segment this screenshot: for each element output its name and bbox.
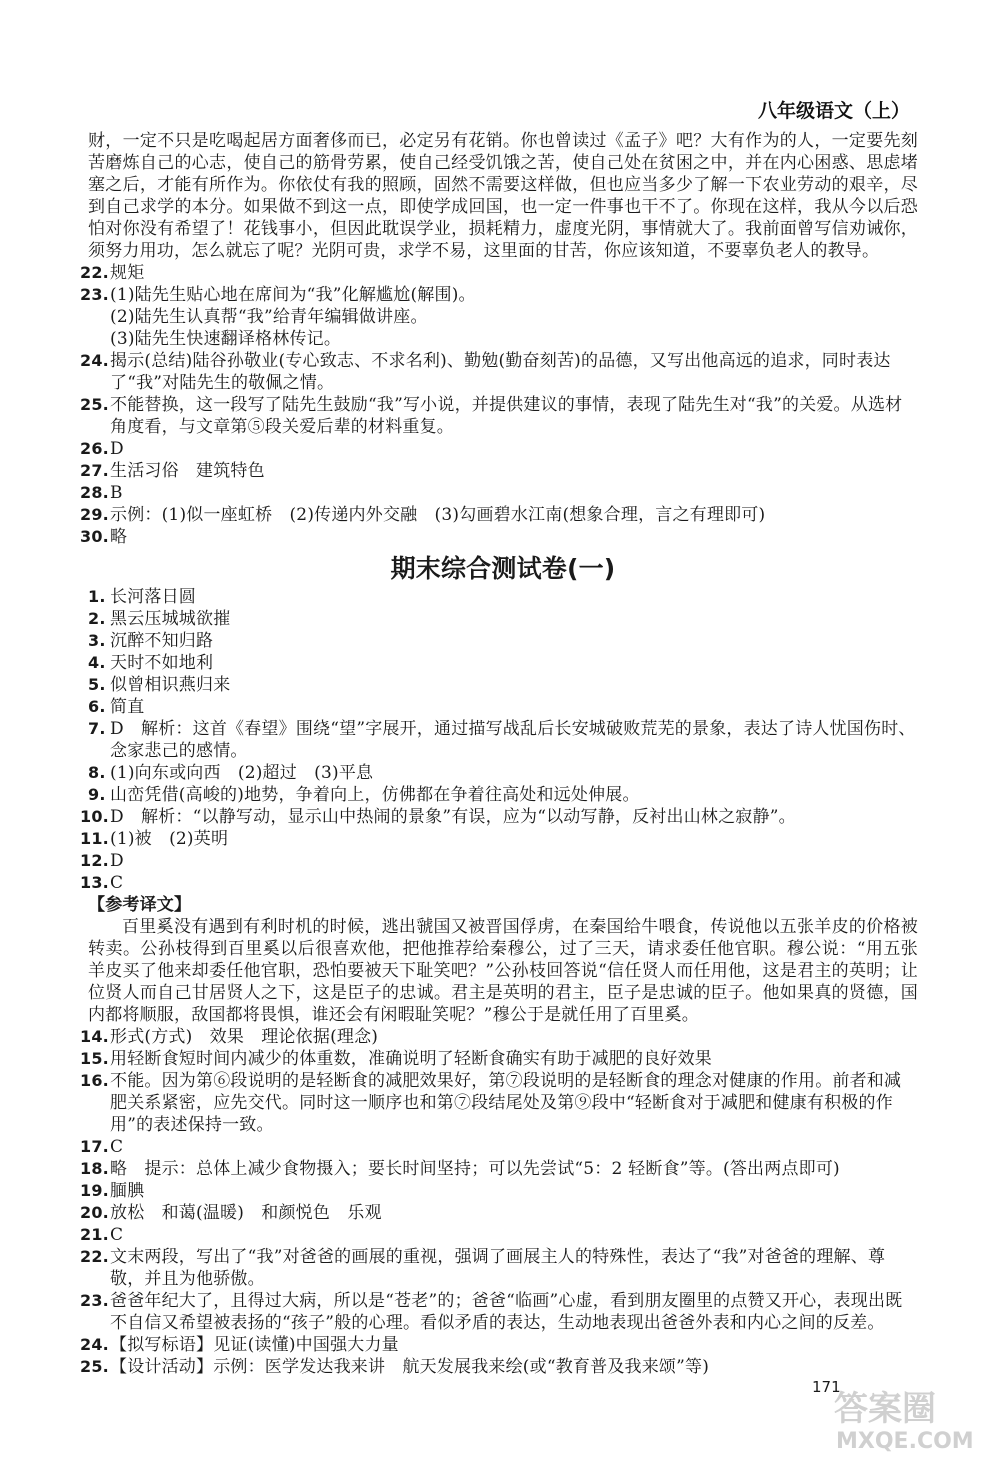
answer-item <box>80 872 918 894</box>
answer-text: 【设计活动】示例：医学发达我来讲 航天发展我来绘(或“教育普及我来颂”等) <box>110 1357 710 1377</box>
answer-text: C <box>110 1225 124 1245</box>
answer-item <box>88 718 918 762</box>
answers-part-1 <box>80 262 918 548</box>
answer-text: (2)陆先生认真帮“我”给青年编辑做讲座。 <box>110 307 428 327</box>
answer-number: 8. <box>88 763 106 782</box>
answer-text: 不能。因为第⑥段说明的是轻断食的减肥效果好，第⑦段说明的是轻断食的理念对健康的作用。前者和减肥关系紧密，应先交代。同时这一顺序也和第⑦段结尾处及第⑨段中“轻断食对于减肥和健康有积极的作用”的表述保持一致。 <box>110 1071 902 1135</box>
answer-item <box>80 1202 918 1224</box>
answer-text: C <box>110 873 124 893</box>
watermark-logo <box>830 1380 990 1455</box>
answer-number: 23. <box>80 285 109 304</box>
answer-number: 13. <box>80 873 109 892</box>
answer-item <box>80 1180 918 1202</box>
answer-number: 25. <box>80 1357 109 1376</box>
page-header <box>758 96 910 123</box>
answer-text: 简直 <box>110 697 145 717</box>
translation-label: 【参考译文】 <box>88 895 192 915</box>
watermark-line2: MXQE.COM <box>836 1429 974 1454</box>
answer-item <box>80 1290 918 1334</box>
answer-item <box>88 762 918 784</box>
answer-text: 天时不如地利 <box>110 653 214 673</box>
answer-content <box>80 130 918 1378</box>
answer-text: 【拟写标语】见证(读懂)中国强大力量 <box>110 1335 399 1355</box>
answer-number: 18. <box>80 1159 109 1178</box>
answer-item <box>80 482 918 504</box>
watermark-line1: 答案圈 <box>834 1389 936 1429</box>
answer-item <box>88 586 918 608</box>
answer-number: 17. <box>80 1137 109 1156</box>
answer-text: 形式(方式) 效果 理论依据(理念) <box>110 1027 379 1047</box>
answer-number: 22. <box>80 1247 109 1266</box>
answer-text: 放松 和蔼(温暖) 和颜悦色 乐观 <box>110 1203 382 1223</box>
answer-text: 文末两段，写出了“我”对爸爸的画展的重视，强调了画展主人的特殊性，表达了“我”对爸爸的理解、尊敬，并且为他骄傲。 <box>110 1247 886 1289</box>
answer-item <box>80 1070 918 1136</box>
answer-number: 12. <box>80 851 109 870</box>
answer-number: 7. <box>88 719 106 738</box>
answer-text: B <box>110 483 123 503</box>
answer-number: 11. <box>80 829 109 848</box>
answer-text: 生活习俗 建筑特色 <box>110 461 265 481</box>
answer-text: 山峦凭借(高峻的)地势，争着向上，仿佛都在争着往高处和远处伸展。 <box>110 785 640 805</box>
exam-title: 期末综合测试卷(一) <box>390 554 616 583</box>
answer-text: 爸爸年纪大了，且得过大病，所以是“苍老”的；爸爸“临画”心虚，看到朋友圈里的点赞又开心，表现出既不自信又希望被表扬的“孩子”般的心理。看似矛盾的表达，生动地表现出爸爸外表和内心之间的反差。 <box>110 1291 903 1333</box>
answer-number: 22. <box>80 263 109 282</box>
answers-part-3 <box>80 1026 918 1378</box>
answer-text: (1)被 (2)英明 <box>110 829 229 849</box>
answer-item <box>80 350 918 394</box>
answer-number: 5. <box>88 675 106 694</box>
answer-text: 黑云压城城欲摧 <box>110 609 231 629</box>
answer-number: 15. <box>80 1049 109 1068</box>
answer-text: 沉醉不知归路 <box>110 631 214 651</box>
answer-item <box>80 460 918 482</box>
answer-text: 腼腆 <box>110 1181 145 1201</box>
header-title: 八年级语文（上） <box>757 100 910 122</box>
answer-number: 14. <box>80 1027 109 1046</box>
answer-text: 示例：(1)似一座虹桥 (2)传递内外交融 (3)勾画碧水江南(想象合理，言之有理即可) <box>110 505 766 525</box>
answer-item <box>80 262 918 284</box>
answer-text: D 解析：这首《春望》围绕“望”字展开，通过描写战乱后长安城破败荒芜的景象，表达了诗人忧国伤时、念家悲己的感情。 <box>110 719 916 761</box>
answer-item <box>80 504 918 526</box>
translation-text: 百里奚没有遇到有利时机的时候，逃出虢国又被晋国俘虏，在秦国给牛喂食，传说他以五张羊皮的价格被转卖。公孙枝得到百里奚以后很喜欢他，把他推荐给秦穆公，过了三天，请求委任他官职。穆公说：“用五张羊皮买了他来却委任他官职，恐怕要被天下耻笑吧？”公孙枝回答说“信任贤人而任用他，这是君主的英明；让位贤人而自己甘居贤人之下，这是臣子的忠诚。君主是英明的君主，臣子是忠诚的臣子。他如果真的贤德，国内都将顺服，敌国都将畏惧，谁还会有闲暇耻笑呢？”穆公于是就任用了百里奚。 <box>88 917 918 1025</box>
answer-text: 不能替换，这一段写了陆先生鼓励“我”写小说，并提供建议的事情，表现了陆先生对“我”的关爱。从选材角度看，与文章第⑤段关爱后辈的材料重复。 <box>110 395 903 437</box>
answer-text: (3)陆先生快速翻译格林传记。 <box>110 329 342 349</box>
answer-text: 用轻断食短时间内减少的体重数，准确说明了轻断食确实有助于减肥的良好效果 <box>110 1049 712 1069</box>
answer-item <box>80 1224 918 1246</box>
answer-item <box>88 630 918 652</box>
answer-text: C <box>110 1137 124 1157</box>
answer-item <box>80 1136 918 1158</box>
answer-item <box>80 284 918 306</box>
answer-text: 略 <box>110 527 128 547</box>
answer-number: 9. <box>88 785 106 804</box>
answer-item <box>80 806 918 828</box>
answer-item <box>80 1246 918 1290</box>
answer-item <box>80 1334 918 1356</box>
answer-number: 2. <box>88 609 106 628</box>
answer-number: 26. <box>80 439 109 458</box>
answer-item <box>88 328 918 350</box>
answer-number: 24. <box>80 1335 109 1354</box>
answer-item <box>80 1356 918 1378</box>
answer-text: 略 提示：总体上减少食物摄入；要长时间坚持；可以先尝试“5：2 轻断食”等。(答出两点即可) <box>110 1159 840 1179</box>
answer-item <box>80 828 918 850</box>
answer-number: 24. <box>80 351 109 370</box>
answer-text: D <box>110 439 124 459</box>
answer-number: 6. <box>88 697 106 716</box>
answer-item <box>88 674 918 696</box>
answer-number: 29. <box>80 505 109 524</box>
answer-item <box>80 1048 918 1070</box>
answer-number: 4. <box>88 653 106 672</box>
answer-text: (1)陆先生贴心地在席间为“我”化解尴尬(解围)。 <box>110 285 476 305</box>
answer-item <box>80 526 918 548</box>
answer-number: 21. <box>80 1225 109 1244</box>
answer-number: 27. <box>80 461 109 480</box>
answer-text: (1)向东或向西 (2)超过 (3)平息 <box>110 763 374 783</box>
answer-number: 28. <box>80 483 109 502</box>
answer-item <box>80 394 918 438</box>
answer-number: 23. <box>80 1291 109 1310</box>
answer-number: 16. <box>80 1071 109 1090</box>
answer-text: 揭示(总结)陆谷孙敬业(专心致志、不求名利)、勤勉(勤奋刻苦)的品德，又写出他高远的追求，同时表达了“我”对陆先生的敬佩之情。 <box>110 351 891 393</box>
answer-text: D <box>110 851 124 871</box>
answer-number: 3. <box>88 631 106 650</box>
answer-item <box>88 306 918 328</box>
top-paragraph: 财，一定不只是吃喝起居方面奢侈而已，必定另有花销。你也曾读过《孟子》吧？大有作为的人，一定要先刻苦磨炼自己的心志，使自己的筋骨劳累，使自己经受饥饿之苦，使自己处在贫困之中，并在内心困惑、思虑堵塞之后，才能有所作为。你依仗有我的照顾，固然不需要这样做，但也应当多少了解一下农业劳动的艰辛，尽到自己求学的本分。如果做不到这一点，即使学成回国，也一定一件事也干不了。你现在这样，我从今以后恐怕对你没有希望了！花钱事小，但因此耽误学业，损耗精力，虚度光阴，事情就大了。我前面曾写信劝诫你，须努力用功，怎么就忘了呢？光阴可贵，求学不易，这里面的甘苦，你应该知道，不要辜负老人的教导。 <box>88 131 918 261</box>
answer-number: 20. <box>80 1203 109 1222</box>
answer-item <box>88 608 918 630</box>
answer-item <box>80 1158 918 1180</box>
answer-number: 19. <box>80 1181 109 1200</box>
answer-text: D 解析：“以静写动，显示山中热闹的景象”有误，应为“以动写静，反衬出山林之寂静”。 <box>110 807 796 827</box>
answer-text: 似曾相识燕归来 <box>110 675 231 695</box>
answer-item <box>80 1026 918 1048</box>
answer-item <box>80 438 918 460</box>
answer-text: 长河落日圆 <box>110 587 196 607</box>
answer-item <box>88 784 918 806</box>
answer-text: 规矩 <box>110 263 145 283</box>
answers-part-2 <box>80 586 918 894</box>
answer-number: 1. <box>88 587 106 606</box>
answer-number: 25. <box>80 395 109 414</box>
answer-number: 10. <box>80 807 109 826</box>
answer-item <box>88 696 918 718</box>
answer-item <box>80 850 918 872</box>
answer-number: 30. <box>80 527 109 546</box>
page-number: 171 <box>812 1378 841 1396</box>
answer-item <box>88 652 918 674</box>
